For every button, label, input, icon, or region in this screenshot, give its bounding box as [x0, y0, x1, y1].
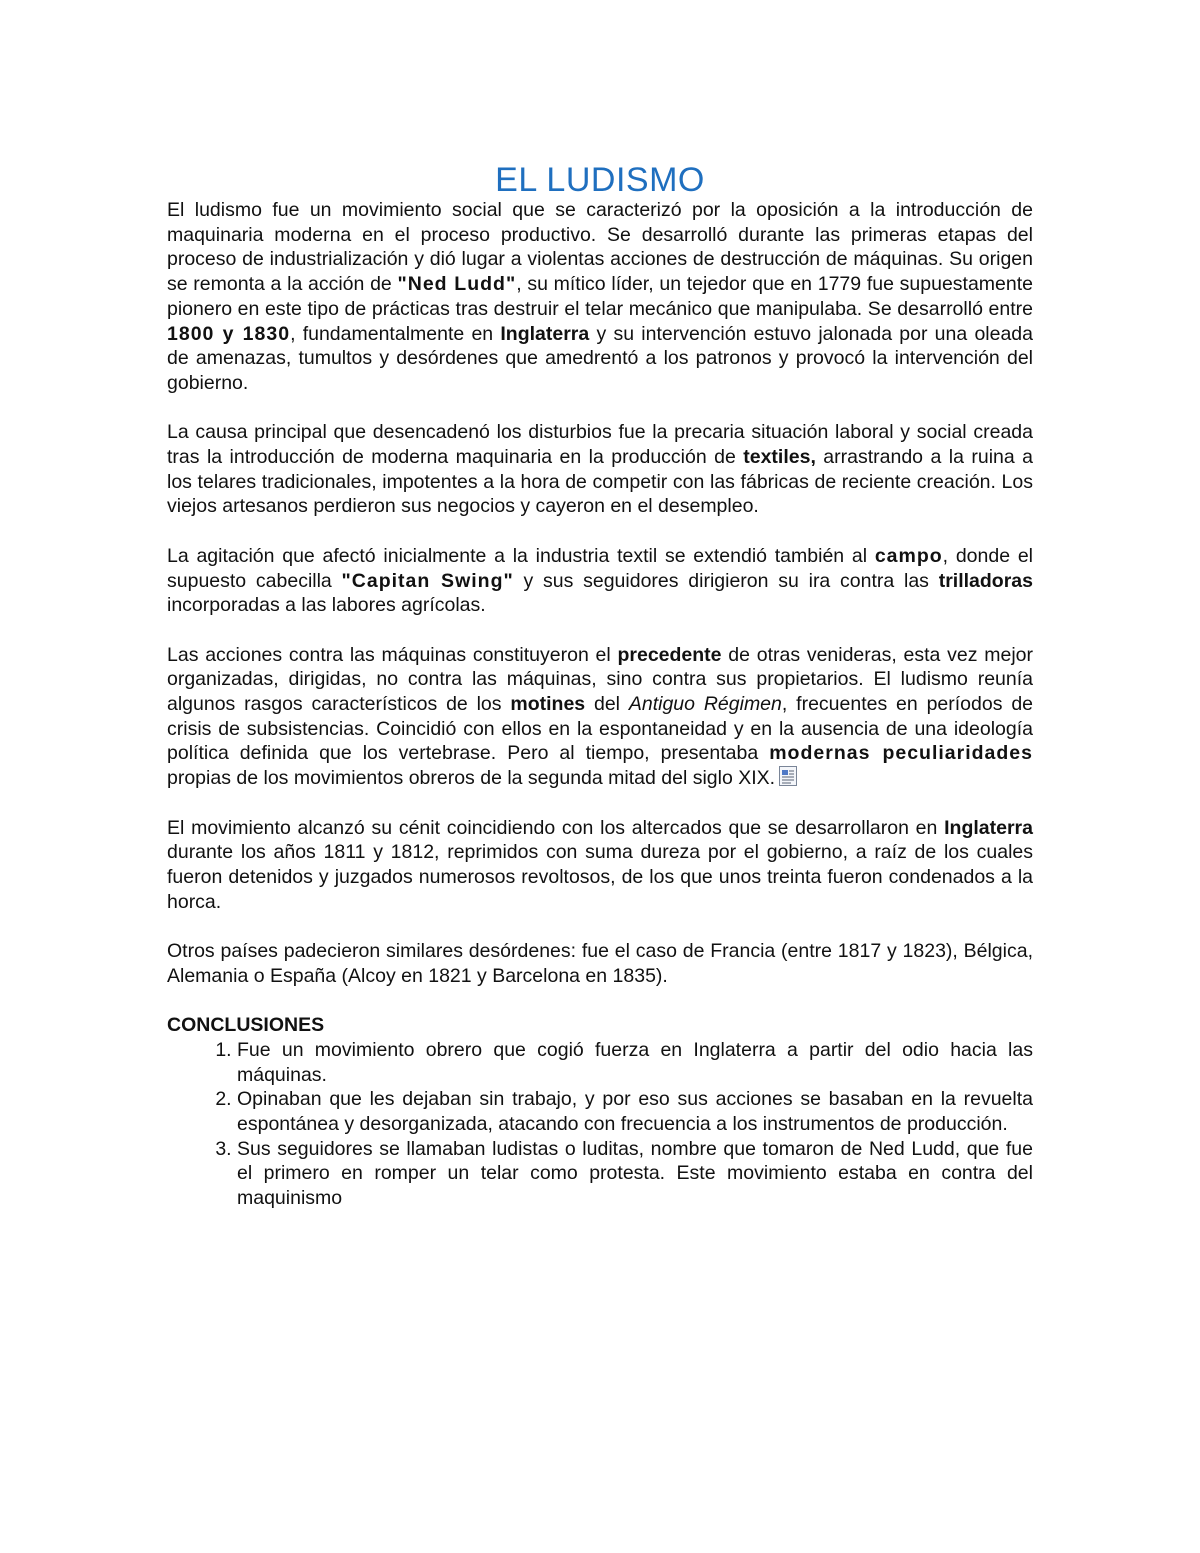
- bold-precedente: precedente: [617, 643, 722, 666]
- bold-inglaterra-2: Inglaterra: [944, 816, 1033, 839]
- document-icon[interactable]: [779, 766, 797, 786]
- bold-motines: motines: [510, 693, 586, 716]
- list-item: 1. Fue un movimiento obrero que cogió fuerza en Inglaterra a partir del odio hacia las máquinas.: [237, 1038, 1033, 1087]
- document-page: [167, 160, 1033, 1211]
- paragraph-intro: El ludismo fue un movimiento social que se caracterizó por la oposición a la introducción de maquinaria moderna en el proceso productivo. Se desarrolló durante las primeras etapas del proceso de industrialización y dió lugar a violentas acciones de destrucción de máquinas. Su origen se remonta a la acción de "Ned Ludd", su mítico líder, un tejedor que en 1779 fue supuestamente pionero en este tipo de prácticas tras destruir el telar mecánico que manipulaba. Se desarrolló entre 1800 y 1830, fundamentalmente en Inglaterra y su intervención estuvo jalonada por una oleada de amenazas, tumultos y desórdenes que amedrentó a los patronos y provocó la intervención del gobierno.: [167, 199, 1033, 394]
- paragraph-agitacion: La agitación que afectó inicialmente a la industria textil se extendió también al campo, donde el supuesto cabecilla "Capitan Swing" y sus seguidores dirigieron su ira contra las trilladoras incorporadas a las labores agrícolas.: [167, 544, 1033, 617]
- conclusions-heading: CONCLUSIONES: [167, 1014, 325, 1037]
- paragraph-causa: La causa principal que desencadenó los disturbios fue la precaria situación laboral y social creada tras la introducción de moderna maquinaria en la producción de textiles, arrastrando a la ruina a los telares tradicionales, impotentes a la hora de competir con las fábricas de reciente creación. Los viejos artesanos perdieron sus negocios y cayeron en el desempleo.: [167, 421, 1033, 518]
- bold-campo: campo: [874, 544, 943, 567]
- bold-textiles: textiles,: [743, 446, 816, 469]
- bold-dates: 1800 y 1830: [167, 322, 291, 345]
- document-title: EL LUDISMO: [495, 161, 705, 199]
- bold-trilladoras: trilladoras: [938, 569, 1033, 592]
- list-item: 2. Opinaban que les dejaban sin trabajo, y por eso sus acciones se basaban en la revuelta espontánea y desorganizada, atacando con frecuencia a los instrumentos de producción.: [237, 1087, 1033, 1136]
- bold-inglaterra: Inglaterra: [500, 322, 590, 345]
- paragraph-cenit: El movimiento alcanzó su cénit coincidiendo con los altercados que se desarrollaron en Inglaterra durante los años 1811 y 1812, reprimidos con suma dureza por el gobierno, a raíz de los cuales fueron detenidos y juzgados numerosos revoltosos, de los que unos treinta fueron condenados a la horca.: [167, 816, 1033, 913]
- conclusions-list: [167, 1038, 1033, 1211]
- paragraph-otros-paises: Otros países padecieron similares desórdenes: fue el caso de Francia (entre 1817 y 1823), Bélgica, Alemania o España (Alcoy en 1821 y Barcelona en 1835).: [167, 940, 1033, 987]
- bold-ned-ludd: "Ned Ludd": [397, 273, 517, 296]
- bold-capitan-swing: "Capitan Swing": [341, 569, 514, 592]
- paragraph-acciones: Las acciones contra las máquinas constituyeron el precedente de otras venideras, esta vez mejor organizadas, dirigidas, no contra las máquinas, sino contra sus propietarios. El ludismo reunía algunos rasgos característicos de los motines del Antiguo Régimen, frecuentes en períodos de crisis de subsistencias. Coincidió con ellos en la espontaneidad y en la ausencia de una ideología política definida que los vertebrase. Pero al tiempo, presentaba modernas peculiaridades propias de los movimientos obreros de la segunda mitad del siglo XIX.: [167, 643, 1034, 790]
- italic-antiguo-regimen: Antiguo Régimen: [628, 693, 782, 716]
- list-item: 3. Sus seguidores se llamaban ludistas o luditas, nombre que tomaron de Ned Ludd, que fue el primero en romper un telar como protesta. Este movimiento estaba en contra del maquinismo: [237, 1137, 1033, 1211]
- bold-modernas-peculiaridades: modernas peculiaridades: [769, 742, 1033, 765]
